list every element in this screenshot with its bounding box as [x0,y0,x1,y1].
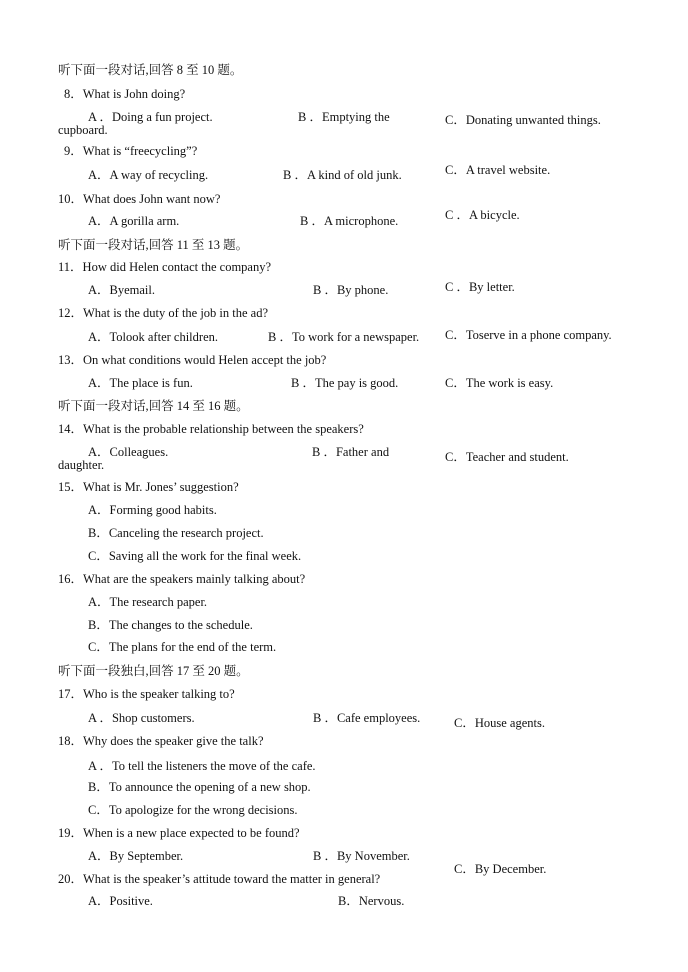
question-18: 18．Why does the speaker give the talk? [58,734,264,748]
option-b: B ．To work for a newspaper. [268,330,420,344]
option-a: A．The research paper. [88,595,208,609]
option-c: C．Saving all the work for the final week. [88,549,302,563]
section-heading: 听下面一段对话,回答 14 至 16 题。 [58,399,249,413]
question-12: 12．What is the duty of the job in the ad? [58,306,269,320]
option-a: A．Byemail. [88,283,156,297]
section-heading: 听下面一段对话,回答 8 至 10 题。 [58,63,243,77]
section-heading: 听下面一段对话,回答 11 至 13 题。 [58,238,249,252]
option-b: B．Nervous. [338,894,405,908]
option-b: B．The changes to the schedule. [88,618,253,632]
option-c: C．To apologize for the wrong decisions. [88,803,298,817]
option-c: C．Teacher and student. [445,450,569,464]
option-b: B．To announce the opening of a new shop. [88,780,311,794]
option-c: C．The work is easy. [445,376,554,390]
question-9: 9．What is “freecycling”? [64,144,198,158]
option-a: A ．Shop customers. [88,711,195,725]
option-b-continued: daughter. [58,458,105,472]
option-c: C ．By letter. [445,280,515,294]
option-b: B ．Cafe employees. [313,711,421,725]
option-a: A．A way of recycling. [88,168,209,182]
question-14: 14．What is the probable relationship between the speakers? [58,422,364,436]
question-20: 20．What is the speaker’s attitude toward the matter in general? [58,872,381,886]
question-15: 15．What is Mr. Jones’ suggestion? [58,480,239,494]
option-a: A．Forming good habits. [88,503,217,517]
question-10: 10．What does John want now? [58,192,221,206]
question-8: 8．What is John doing? [64,87,186,101]
option-a: A．Positive. [88,894,153,908]
option-c: C．By December. [454,862,547,876]
option-a: A ．To tell the listeners the move of the cafe. [88,759,316,773]
option-a: A．The place is fun. [88,376,193,390]
option-c: C．Toserve in a phone company. [445,328,612,342]
question-11: 11．How did Helen contact the company? [58,260,272,274]
option-c: C ．A bicycle. [445,208,520,222]
option-b: B ．Emptying the [298,110,390,124]
option-a: A ．Doing a fun project. [88,110,213,124]
option-b: B ．A kind of old junk. [283,168,402,182]
section-heading: 听下面一段独白,回答 17 至 20 题。 [58,664,249,678]
option-c: C．The plans for the end of the term. [88,640,277,654]
option-b: B ．A microphone. [300,214,399,228]
question-19: 19．When is a new place expected to be found? [58,826,300,840]
option-b: B ．Father and [312,445,390,459]
option-a: A．A gorilla arm. [88,214,180,228]
option-b: B ．The pay is good. [291,376,399,390]
option-a: A．Tolook after children. [88,330,218,344]
option-c: C．Donating unwanted things. [445,113,601,127]
question-17: 17．Who is the speaker talking to? [58,687,235,701]
option-c: C．A travel website. [445,163,551,177]
question-16: 16．What are the speakers mainly talking about? [58,572,306,586]
option-c: C．House agents. [454,716,545,730]
option-b: B ．By November. [313,849,410,863]
option-b: B ．By phone. [313,283,389,297]
option-b: B．Canceling the research project. [88,526,264,540]
option-a: A．By September. [88,849,184,863]
question-13: 13．On what conditions would Helen accept the job? [58,353,327,367]
option-a: A．Colleagues. [88,445,169,459]
option-b-continued: cupboard. [58,123,108,137]
